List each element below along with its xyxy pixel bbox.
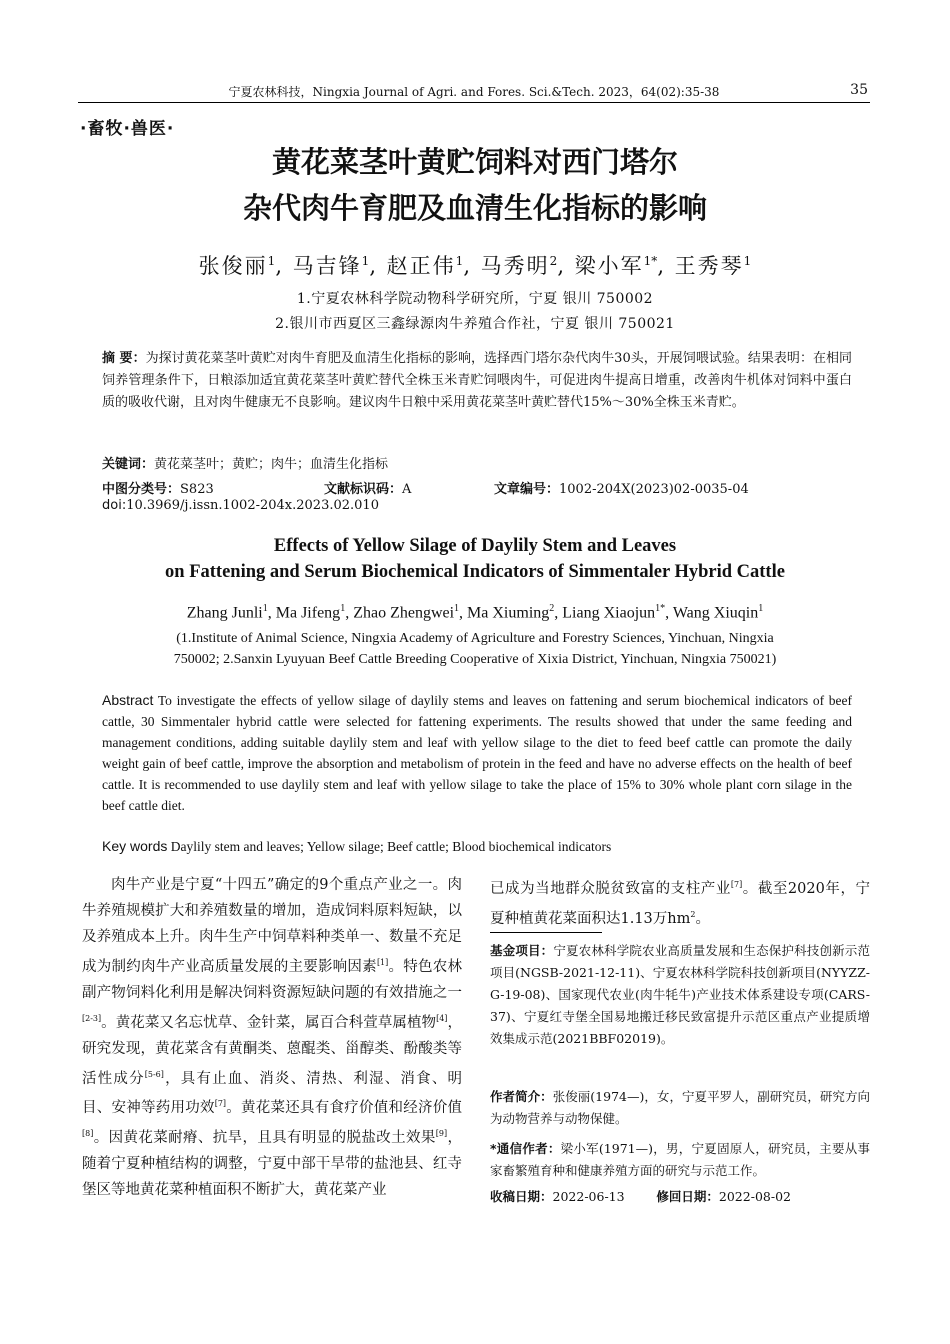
author-bio-text: 张俊丽(1974—)，女，宁夏平罗人，副研究员，研究方向为动物营养与动物保健。 [490,1089,870,1126]
body-left-column [82,872,462,1203]
keywords-cn-label: 关键词： [102,457,155,472]
keywords-cn [102,453,388,472]
footnote-corresponding [490,1138,870,1182]
author-en-sup: 1 [340,603,346,614]
citation-ref: [1] [376,958,389,967]
corr-label: *通信作者： [490,1141,561,1156]
article-number [494,478,749,497]
doc-value: A [402,482,412,497]
article-label: 文章编号： [494,482,560,497]
footnote-divider [490,932,602,933]
affiliation-1: 1.宁夏农林科学院动物科学研究所，宁夏 银川 750002 [296,291,654,307]
keywords-cn-text: 黄花菜茎叶；黄贮；肉牛；血清生化指标 [154,457,389,472]
abstract-cn [102,348,852,414]
author-name: 梁小军 [574,254,644,278]
affiliation-en-line1: (1.Institute of Animal Science, Ningxia Academy of Agriculture and Forestry Sciences, Yinchuan, Ningxia [176,631,774,646]
body-text: 。截至2020年，宁夏种植黄花菜面积达1.13万hm [490,880,871,927]
abstract-en-text: To investigate the effects of yellow silage of daylily stems and leaves on fattening and serum biochemical indicators of beef cattle, 30 Simmentaler hybrid cattle were selected for fattening experiments. The results showed that under the same feeding and management conditions, adding suitable daylily stem and leaf with yellow silage to the diet to feed beef cattle can promote the daily weight gain of beef cattle, improve the absorption and metabolism of protein in the feed and have no adverse effects on the health of beef cattle. It is recommended to use daylily stem and leaf with yellow silage to take the place of 15% to 30% whole plant corn silage in the beef cattle diet. [102,693,853,813]
footnote-fund [490,940,870,1050]
received-label: 收稿日期： [490,1189,553,1204]
citation-ref: [2-3] [82,1013,102,1023]
received-date: 2022-06-13 [552,1189,625,1204]
author-en-sup: 1 [758,603,764,614]
clc-label: 中图分类号： [102,482,181,497]
citation-ref: [4] [436,1013,448,1023]
clc-number [102,478,214,497]
author-name: 王秀琴 [674,254,744,278]
authors-en: Zhang Junli$^1$, Ma Jifeng$^1$, Zhao Zhengwei$^1$, Ma Xiuming$^2$, Liang Xiaojun$^{1*}$, Wang Xiuqin$^1$ [186,603,764,622]
page-number: 35 [850,82,868,98]
body-right-column [490,872,870,932]
abstract-en-label: Abstract [102,692,154,708]
citation-ref: [5-6] [144,1069,164,1079]
affiliation-en-line2: 750002; 2.Sanxin Lyuyuan Beef Cattle Breeding Cooperative of Xixia District, Yinchuan, Ningxia 750021) [173,652,777,667]
citation-ref: [7] [730,880,743,889]
author-en-name: Zhang Junli [186,604,263,622]
title-cn-line1: 黄花菜茎叶黄贮饲料对西门塔尔 [271,145,678,179]
body-text: 。因黄花菜耐瘠、抗旱，且具有明显的脱盐改土效果 [93,1130,436,1147]
author-sup: 1 [743,254,752,268]
citation-ref: [7] [214,1099,227,1109]
body-text: ，研究发现，黄花菜含有黄酮类、蒽醌类、甾醇类、酚酸类等活性成分 [82,1014,462,1087]
affiliation-2: 2.银川市西夏区三鑫绿源肉牛养殖合作社，宁夏 银川 750021 [275,316,675,332]
author-en-sup: 2 [549,603,555,614]
corr-text: 梁小军(1971—)，男，宁夏固原人，研究员，主要从事家畜繁殖育种和健康养殖方面的研究与示范工作。 [490,1141,870,1178]
doi-label: doi: [102,498,127,513]
author-name: 马吉锋 [292,254,362,278]
clc-value: S823 [180,482,214,497]
body-text: 。黄花菜还具有食疗价值和经济价值 [226,1100,463,1117]
title-cn-line2: 杂代肉牛育肥及血清生化指标的影响 [242,191,707,225]
doi [102,498,379,513]
abstract-cn-text: 为探讨黄花菜茎叶黄贮对肉牛育肥及血清生化指标的影响，选择西门塔尔杂代肉牛30头，开展饲喂试验。结果表明：在相同饲养管理条件下，日粮添加适宜黄花菜茎叶黄贮替代全株玉米青贮饲喂肉牛，可促进肉牛提高日增重，改善肉牛机体对饲料中蛋白质的吸收代谢，且对肉牛健康无不良影响。建议肉牛日粮中采用黄花菜茎叶黄贮替代15%～30%全株玉米青贮。 [102,351,852,410]
body-text: ，具有止血、消炎、清热、利湿、消食、明目、安神等药用功效 [82,1070,463,1117]
authors-cn: 张俊丽$^1$, 马吉锋$^1$, 赵正伟$^1$, 马秀明$^2$, 梁小军$^{1*}$, 王秀琴$^1$ [198,254,752,278]
author-en-sup: 1 [262,603,268,614]
unit-superscript: 2 [690,909,696,919]
author-en-name: Ma Xiuming [467,604,550,622]
author-en-name: Ma Jifeng [275,604,341,622]
abstract-en [102,690,852,816]
citation-ref: [9] [435,1129,448,1139]
body-text: 肉牛产业是宁夏“十四五”确定的9个重点产业之一。肉牛养殖规模扩大和养殖数量的增加，造成饲料原料短缺，以及养殖成本上升。肉牛生产中饲草料种类单一、数量不充足成为制约肉牛产业高质量发展的主要影响因素 [82,877,462,975]
body-text: 已成为当地群众脱贫致富的支柱产业 [490,880,731,897]
article-value: 1002-204X(2023)02-0035-04 [559,482,749,497]
abstract-cn-label: 摘 要： [102,351,146,366]
revised-date: 2022-08-02 [718,1189,791,1204]
footnote-author [490,1086,870,1130]
footnote-dates [490,1186,870,1208]
author-en-sup: 1 [454,603,460,614]
author-sup: 2 [549,254,558,268]
doc-code [324,478,411,497]
author-en-sup: 1* [655,603,666,614]
author-name: 赵正伟 [386,254,456,278]
fund-text: 宁夏农林科学院农业高质量发展和生态保护科技创新示范项目(NGSB-2021-12-11)、宁夏农林科学院科技创新项目(NYYZZ-G-19-08)、国家现代农业(肉牛牦牛)产业技术体系建设专项(CARS-37)、宁夏红寺堡全国易地搬迁移民致富提升示范区重点产业提质增效集成示范(2021BBF02019)。 [490,943,870,1046]
author-name: 张俊丽 [198,254,268,278]
section-label: ·畜牧·兽医· [80,119,175,139]
title-en-line2: on Fattening and Serum Biochemical Indicators of Simmentaler Hybrid Cattle [165,562,785,582]
author-sup: 1 [361,254,370,268]
author-sup: 1 [267,254,276,268]
keywords-en-text: Daylily stem and leaves; Yellow silage; Beef cattle; Blood biochemical indicators [170,839,612,854]
author-en-name: Zhao Zhengwei [353,604,455,622]
author-bio-label: 作者简介： [490,1089,553,1104]
journal-citation: 宁夏农林科技，Ningxia Journal of Agri. and Fores. Sci.&Tech. 2023，64(02):35-38 [228,85,720,99]
author-sup: 1 [455,254,464,268]
author-en-name: Wang Xiuqin [672,604,759,622]
running-header [78,82,870,103]
author-en-name: Liang Xiaojun [562,604,656,622]
title-en-line1: Effects of Yellow Silage of Daylily Stem and Leaves [273,536,677,556]
body-text: 。黄花菜又名忘忧草、金针菜，属百合科萱草属植物 [101,1014,437,1031]
author-name: 马秀明 [480,254,550,278]
body-text: 。 [695,910,710,927]
fund-label: 基金项目： [490,943,554,958]
body-text: 。特色农林副产物饲料化利用是解决饲料资源短缺问题的有效措施之一 [82,958,463,1001]
revised-label: 修回日期： [656,1189,719,1204]
keywords-en [102,838,852,855]
doc-label: 文献标识码： [324,482,403,497]
doi-value: 10.3969/j.issn.1002-204x.2023.02.010 [126,498,379,513]
body-text: ，随着宁夏种植结构的调整，宁夏中部干旱带的盐池县、红寺堡区等地黄花菜种植面积不断扩大，黄花菜产业 [82,1130,463,1199]
keywords-en-label: Key words [102,838,168,854]
citation-ref: [8] [82,1129,94,1139]
author-sup: 1* [643,254,658,268]
